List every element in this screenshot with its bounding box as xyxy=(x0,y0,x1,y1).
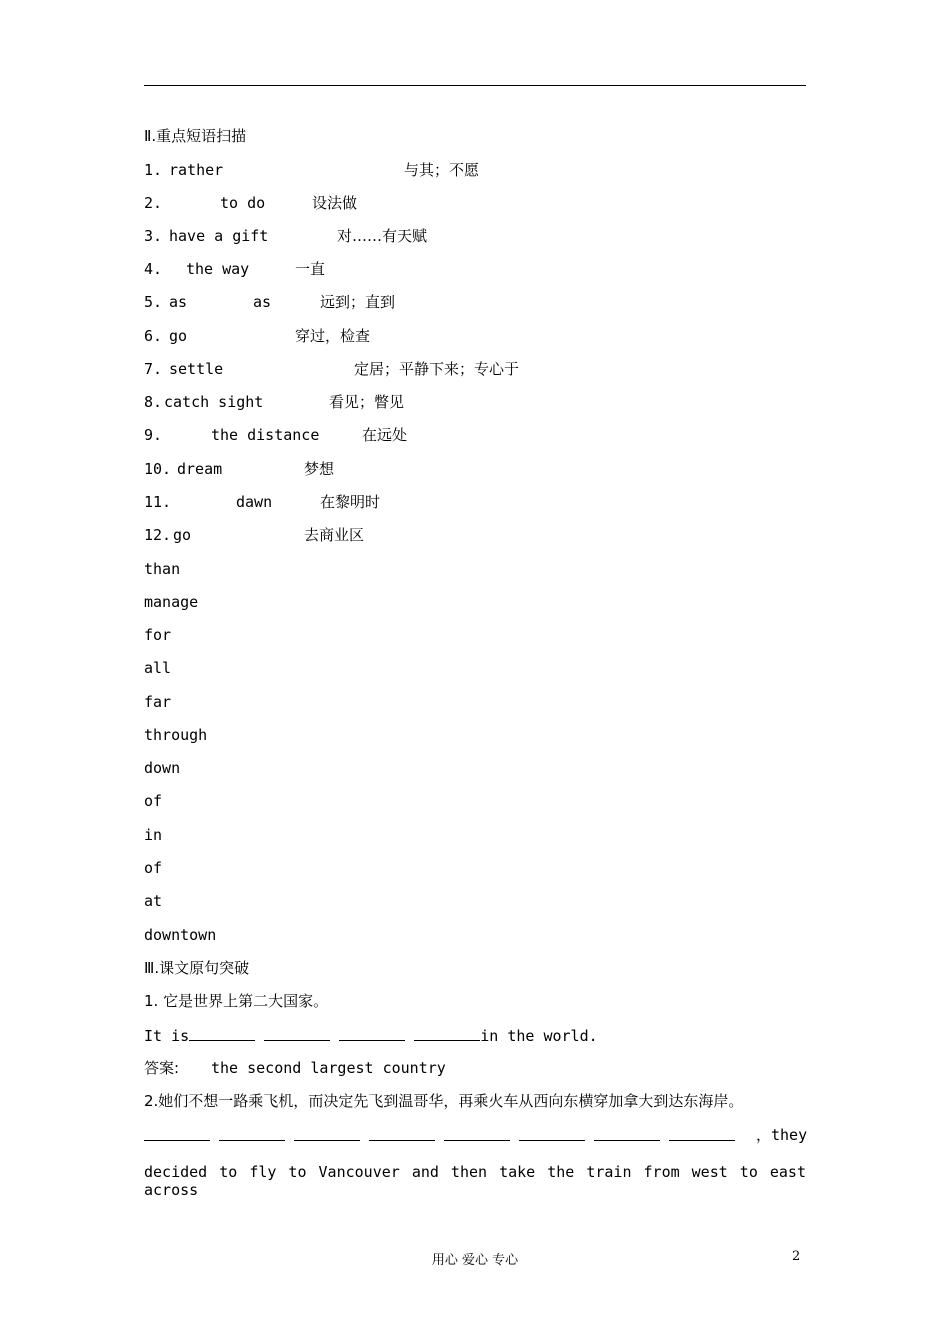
answer-word: for xyxy=(144,626,172,644)
item-number: 11. xyxy=(144,493,172,511)
phrase-zh: 远到；直到 xyxy=(320,293,396,311)
phrase-en: settle xyxy=(169,360,224,378)
item-number: 4. xyxy=(144,260,163,278)
phrase-zh: 一直 xyxy=(295,260,326,278)
item-number: 7. xyxy=(144,360,163,378)
phrase-zh: 梦想 xyxy=(304,460,335,478)
phrase-en: to do xyxy=(220,194,266,212)
question-2-blanks xyxy=(144,1126,808,1145)
question-1-prompt: 1. 它是世界上第二大国家。 xyxy=(144,992,329,1010)
fill-blank xyxy=(369,1126,435,1141)
sentence-tail: ，they xyxy=(756,1126,808,1144)
fill-blank xyxy=(264,1026,330,1041)
phrase-item-1 xyxy=(144,161,480,179)
answer-word: of xyxy=(144,792,163,810)
phrase-item-5 xyxy=(144,293,396,311)
phrase-item-7 xyxy=(144,360,520,378)
sentence-start: It is xyxy=(144,1027,190,1045)
fill-blank xyxy=(189,1026,255,1041)
answer-word: of xyxy=(144,859,163,877)
item-number: 12. xyxy=(144,526,172,544)
phrase-item-6 xyxy=(144,327,371,345)
item-number: 8. xyxy=(144,393,163,411)
phrase-en: dawn xyxy=(236,493,273,511)
phrase-zh: 穿过，检查 xyxy=(295,327,371,345)
section-heading-phrases: Ⅱ.重点短语扫描 xyxy=(144,127,247,145)
phrase-en: as xyxy=(169,293,188,311)
answer-word: down xyxy=(144,759,181,777)
fill-blank xyxy=(594,1126,660,1141)
phrase-zh: 设法做 xyxy=(312,194,358,212)
phrase-en: go xyxy=(169,327,188,345)
phrase-en: dream xyxy=(177,460,223,478)
question-2-line-2: decided to fly to Vancouver and then take the train from west to east across xyxy=(144,1163,806,1199)
question-1-answer xyxy=(144,1059,446,1077)
phrase-en-2: as xyxy=(253,293,272,311)
phrase-zh: 与其；不愿 xyxy=(404,161,480,179)
fill-blank xyxy=(294,1126,360,1141)
item-number: 1. xyxy=(144,161,163,179)
answer-text: the second largest country xyxy=(211,1059,446,1077)
phrase-item-3 xyxy=(144,227,428,245)
phrase-en: the way xyxy=(186,260,250,278)
fill-blank xyxy=(444,1126,510,1141)
phrase-item-10 xyxy=(144,460,335,478)
phrase-item-8 xyxy=(144,393,405,411)
question-2-prompt: 2.她们不想一路乘飞机，而决定先飞到温哥华，再乘火车从西向东横穿加拿大到达东海岸。 xyxy=(144,1092,744,1110)
sentence-end: in the world. xyxy=(480,1027,598,1045)
header-rule xyxy=(144,85,806,86)
fill-blank xyxy=(519,1126,585,1141)
item-number: 10. xyxy=(144,460,172,478)
phrase-item-4 xyxy=(144,260,326,278)
phrase-en: rather xyxy=(169,161,224,179)
answer-word: through xyxy=(144,726,208,744)
answer-word: all xyxy=(144,659,172,677)
item-number: 3. xyxy=(144,227,163,245)
answer-word: than xyxy=(144,560,181,578)
fill-blank xyxy=(339,1026,405,1041)
item-number: 9. xyxy=(144,426,163,444)
phrase-zh: 在远处 xyxy=(362,426,408,444)
phrase-en: the distance xyxy=(211,426,320,444)
answer-word: at xyxy=(144,892,163,910)
footer-slogan: 用心 爱心 专心 xyxy=(431,1253,519,1268)
item-number: 2. xyxy=(144,194,163,212)
page-number: 2 xyxy=(792,1249,801,1264)
question-1-sentence xyxy=(144,1026,598,1045)
phrase-item-11 xyxy=(144,493,381,511)
answer-word: in xyxy=(144,826,163,844)
phrase-zh: 去商业区 xyxy=(304,526,365,544)
fill-blank xyxy=(414,1026,480,1041)
answer-label: 答案: xyxy=(144,1059,180,1077)
fill-blank xyxy=(669,1126,735,1141)
phrase-item-9 xyxy=(144,426,408,444)
section-heading-sentences: Ⅲ.课文原句突破 xyxy=(144,959,250,977)
answer-word: manage xyxy=(144,593,199,611)
phrase-zh: 看见；瞥见 xyxy=(329,393,405,411)
phrase-zh: 定居；平静下来；专心于 xyxy=(354,360,520,378)
fill-blank xyxy=(219,1126,285,1141)
phrase-zh: 对……有天赋 xyxy=(337,227,428,245)
phrase-en: catch sight xyxy=(164,393,264,411)
answer-word: downtown xyxy=(144,926,217,944)
phrase-item-12 xyxy=(144,526,365,544)
phrase-item-2 xyxy=(144,194,358,212)
item-number: 6. xyxy=(144,327,163,345)
phrase-zh: 在黎明时 xyxy=(320,493,381,511)
fill-blank xyxy=(144,1126,210,1141)
answer-word: far xyxy=(144,693,172,711)
phrase-en: have a gift xyxy=(169,227,269,245)
item-number: 5. xyxy=(144,293,163,311)
phrase-en: go xyxy=(173,526,192,544)
